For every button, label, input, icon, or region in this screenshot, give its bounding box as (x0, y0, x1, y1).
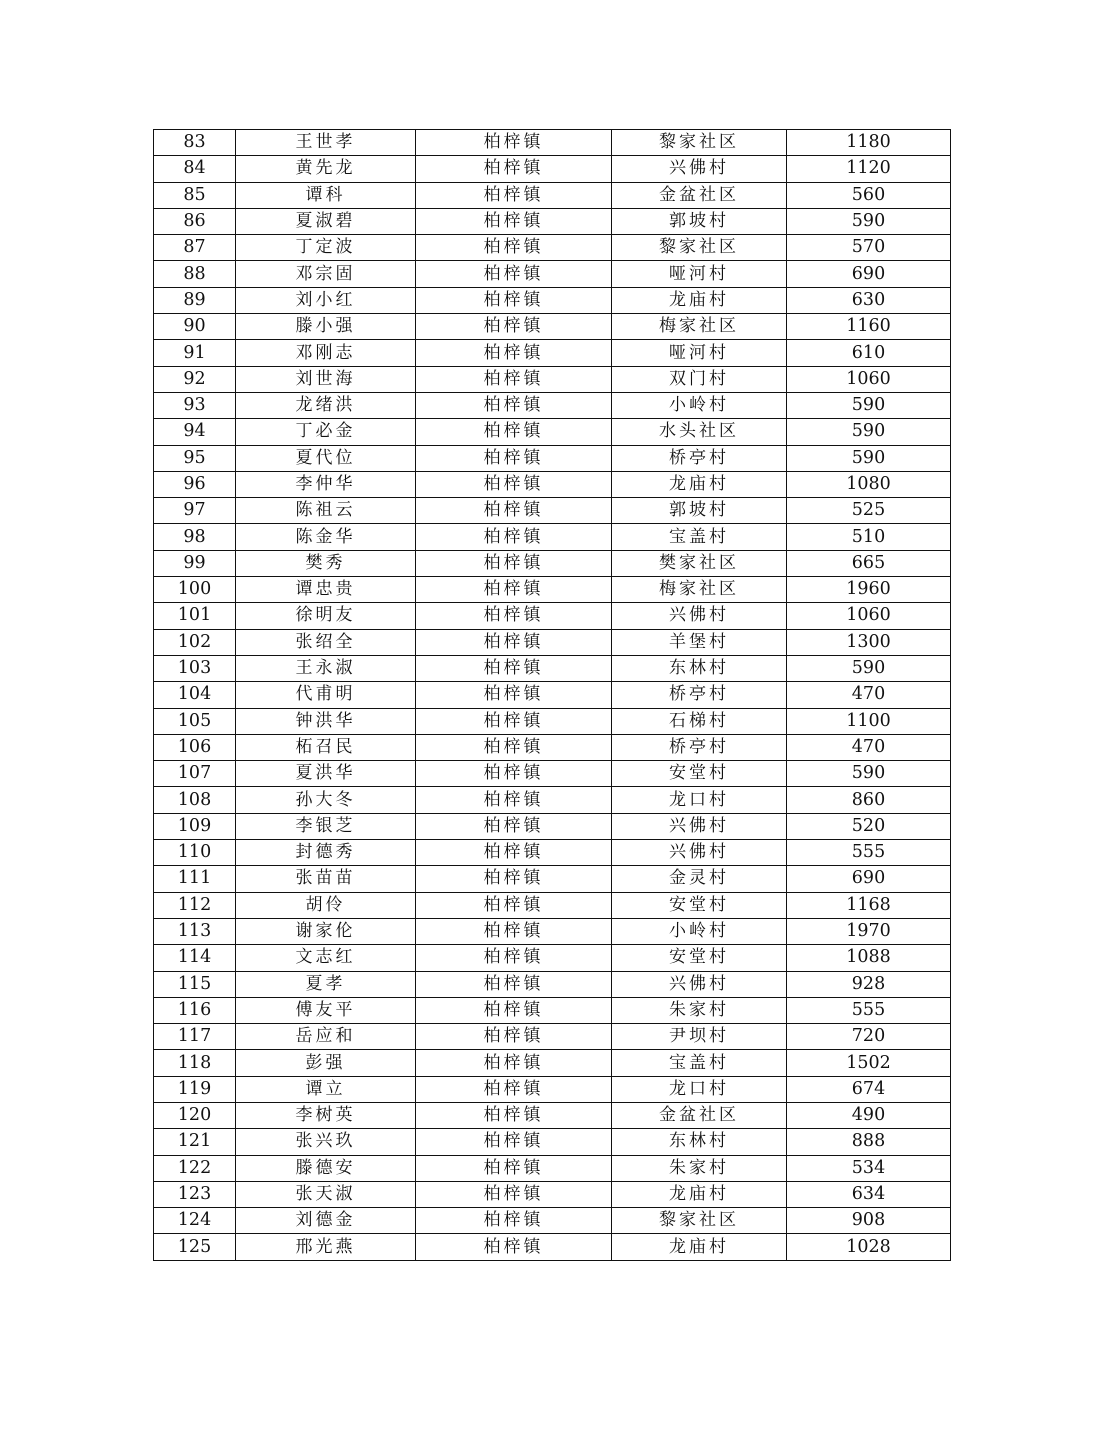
person-name: 滕德安 (236, 1155, 416, 1181)
row-number: 118 (154, 1050, 236, 1076)
village-name: 东林村 (612, 1129, 787, 1155)
village-name: 哑河村 (612, 261, 787, 287)
row-number: 89 (154, 287, 236, 313)
person-name: 谭科 (236, 182, 416, 208)
village-name: 宝盖村 (612, 1050, 787, 1076)
village-name: 龙庙村 (612, 471, 787, 497)
table-row (154, 892, 951, 918)
row-number: 101 (154, 603, 236, 629)
town-name: 柏梓镇 (416, 1129, 612, 1155)
amount-value: 928 (787, 971, 951, 997)
table-row (154, 682, 951, 708)
village-name: 双门村 (612, 366, 787, 392)
table-row (154, 997, 951, 1023)
person-name: 谢家伦 (236, 918, 416, 944)
table-row (154, 761, 951, 787)
amount-value: 1970 (787, 918, 951, 944)
amount-value: 1160 (787, 314, 951, 340)
person-name: 谭忠贵 (236, 577, 416, 603)
amount-value: 470 (787, 734, 951, 760)
town-name: 柏梓镇 (416, 945, 612, 971)
town-name: 柏梓镇 (416, 1076, 612, 1102)
row-number: 92 (154, 366, 236, 392)
town-name: 柏梓镇 (416, 840, 612, 866)
amount-value: 1300 (787, 629, 951, 655)
row-number: 90 (154, 314, 236, 340)
table-row (154, 734, 951, 760)
town-name: 柏梓镇 (416, 761, 612, 787)
village-name: 小岭村 (612, 918, 787, 944)
table-row (154, 1024, 951, 1050)
row-number: 110 (154, 840, 236, 866)
amount-value: 665 (787, 550, 951, 576)
village-name: 桥亭村 (612, 682, 787, 708)
person-name: 岳应和 (236, 1024, 416, 1050)
town-name: 柏梓镇 (416, 130, 612, 156)
row-number: 120 (154, 1102, 236, 1128)
town-name: 柏梓镇 (416, 314, 612, 340)
town-name: 柏梓镇 (416, 550, 612, 576)
village-name: 梅家社区 (612, 314, 787, 340)
person-name: 王世孝 (236, 130, 416, 156)
person-name: 夏洪华 (236, 761, 416, 787)
amount-value: 1100 (787, 708, 951, 734)
table-row (154, 550, 951, 576)
table-row (154, 130, 951, 156)
amount-value: 908 (787, 1208, 951, 1234)
table-row (154, 708, 951, 734)
village-name: 郭坡村 (612, 208, 787, 234)
town-name: 柏梓镇 (416, 261, 612, 287)
village-name: 朱家村 (612, 1155, 787, 1181)
person-name: 文志红 (236, 945, 416, 971)
person-name: 夏代位 (236, 445, 416, 471)
amount-value: 1168 (787, 892, 951, 918)
table-row (154, 603, 951, 629)
table-row (154, 156, 951, 182)
row-number: 103 (154, 655, 236, 681)
table-row (154, 498, 951, 524)
row-number: 112 (154, 892, 236, 918)
person-name: 李银芝 (236, 813, 416, 839)
village-name: 黎家社区 (612, 1208, 787, 1234)
amount-value: 534 (787, 1155, 951, 1181)
town-name: 柏梓镇 (416, 708, 612, 734)
person-name: 李树英 (236, 1102, 416, 1128)
row-number: 100 (154, 577, 236, 603)
town-name: 柏梓镇 (416, 682, 612, 708)
data-table (153, 129, 951, 1261)
amount-value: 590 (787, 655, 951, 681)
town-name: 柏梓镇 (416, 235, 612, 261)
village-name: 安堂村 (612, 945, 787, 971)
village-name: 龙庙村 (612, 1234, 787, 1260)
row-number: 107 (154, 761, 236, 787)
town-name: 柏梓镇 (416, 577, 612, 603)
row-number: 83 (154, 130, 236, 156)
table-row (154, 787, 951, 813)
table-row (154, 577, 951, 603)
table-row (154, 1155, 951, 1181)
person-name: 谭立 (236, 1076, 416, 1102)
town-name: 柏梓镇 (416, 208, 612, 234)
amount-value: 1080 (787, 471, 951, 497)
amount-value: 1060 (787, 366, 951, 392)
person-name: 夏孝 (236, 971, 416, 997)
amount-value: 1060 (787, 603, 951, 629)
table-row (154, 1076, 951, 1102)
town-name: 柏梓镇 (416, 892, 612, 918)
row-number: 114 (154, 945, 236, 971)
village-name: 羊堡村 (612, 629, 787, 655)
table-row (154, 1208, 951, 1234)
village-name: 兴佛村 (612, 156, 787, 182)
table-row (154, 524, 951, 550)
person-name: 夏淑碧 (236, 208, 416, 234)
amount-value: 560 (787, 182, 951, 208)
village-name: 兴佛村 (612, 603, 787, 629)
village-name: 龙口村 (612, 787, 787, 813)
amount-value: 1502 (787, 1050, 951, 1076)
table-row (154, 235, 951, 261)
amount-value: 470 (787, 682, 951, 708)
village-name: 哑河村 (612, 340, 787, 366)
village-name: 安堂村 (612, 761, 787, 787)
row-number: 95 (154, 445, 236, 471)
town-name: 柏梓镇 (416, 813, 612, 839)
town-name: 柏梓镇 (416, 1208, 612, 1234)
document-page (153, 129, 950, 1261)
person-name: 钟洪华 (236, 708, 416, 734)
village-name: 安堂村 (612, 892, 787, 918)
table-row (154, 918, 951, 944)
row-number: 124 (154, 1208, 236, 1234)
row-number: 96 (154, 471, 236, 497)
person-name: 丁定波 (236, 235, 416, 261)
table-row (154, 208, 951, 234)
amount-value: 634 (787, 1181, 951, 1207)
amount-value: 1088 (787, 945, 951, 971)
village-name: 黎家社区 (612, 130, 787, 156)
amount-value: 590 (787, 761, 951, 787)
person-name: 黄先龙 (236, 156, 416, 182)
table-row (154, 1234, 951, 1260)
town-name: 柏梓镇 (416, 340, 612, 366)
row-number: 88 (154, 261, 236, 287)
table-row (154, 866, 951, 892)
amount-value: 690 (787, 866, 951, 892)
town-name: 柏梓镇 (416, 1155, 612, 1181)
village-name: 宝盖村 (612, 524, 787, 550)
amount-value: 1960 (787, 577, 951, 603)
town-name: 柏梓镇 (416, 1024, 612, 1050)
row-number: 115 (154, 971, 236, 997)
person-name: 樊秀 (236, 550, 416, 576)
amount-value: 590 (787, 208, 951, 234)
town-name: 柏梓镇 (416, 787, 612, 813)
table-row (154, 1181, 951, 1207)
town-name: 柏梓镇 (416, 419, 612, 445)
person-name: 陈祖云 (236, 498, 416, 524)
row-number: 98 (154, 524, 236, 550)
row-number: 108 (154, 787, 236, 813)
village-name: 樊家社区 (612, 550, 787, 576)
village-name: 黎家社区 (612, 235, 787, 261)
person-name: 胡伶 (236, 892, 416, 918)
row-number: 84 (154, 156, 236, 182)
village-name: 兴佛村 (612, 840, 787, 866)
row-number: 85 (154, 182, 236, 208)
town-name: 柏梓镇 (416, 603, 612, 629)
town-name: 柏梓镇 (416, 524, 612, 550)
row-number: 121 (154, 1129, 236, 1155)
person-name: 张绍全 (236, 629, 416, 655)
row-number: 123 (154, 1181, 236, 1207)
row-number: 93 (154, 392, 236, 418)
row-number: 105 (154, 708, 236, 734)
amount-value: 860 (787, 787, 951, 813)
amount-value: 590 (787, 445, 951, 471)
village-name: 桥亭村 (612, 445, 787, 471)
village-name: 兴佛村 (612, 971, 787, 997)
table-row (154, 314, 951, 340)
table-row (154, 287, 951, 313)
village-name: 金盆社区 (612, 182, 787, 208)
town-name: 柏梓镇 (416, 182, 612, 208)
town-name: 柏梓镇 (416, 445, 612, 471)
amount-value: 690 (787, 261, 951, 287)
table-row (154, 392, 951, 418)
row-number: 109 (154, 813, 236, 839)
town-name: 柏梓镇 (416, 366, 612, 392)
town-name: 柏梓镇 (416, 1181, 612, 1207)
row-number: 99 (154, 550, 236, 576)
table-row (154, 1050, 951, 1076)
table-row (154, 629, 951, 655)
person-name: 邢光燕 (236, 1234, 416, 1260)
amount-value: 555 (787, 840, 951, 866)
table-row (154, 971, 951, 997)
row-number: 116 (154, 997, 236, 1023)
person-name: 张天淑 (236, 1181, 416, 1207)
person-name: 张兴玖 (236, 1129, 416, 1155)
table-row (154, 471, 951, 497)
village-name: 东林村 (612, 655, 787, 681)
person-name: 滕小强 (236, 314, 416, 340)
village-name: 龙口村 (612, 1076, 787, 1102)
town-name: 柏梓镇 (416, 287, 612, 313)
village-name: 龙庙村 (612, 1181, 787, 1207)
row-number: 122 (154, 1155, 236, 1181)
town-name: 柏梓镇 (416, 1102, 612, 1128)
village-name: 水头社区 (612, 419, 787, 445)
amount-value: 610 (787, 340, 951, 366)
amount-value: 1180 (787, 130, 951, 156)
amount-value: 590 (787, 419, 951, 445)
row-number: 117 (154, 1024, 236, 1050)
amount-value: 490 (787, 1102, 951, 1128)
town-name: 柏梓镇 (416, 971, 612, 997)
person-name: 李仲华 (236, 471, 416, 497)
row-number: 94 (154, 419, 236, 445)
town-name: 柏梓镇 (416, 392, 612, 418)
table-row (154, 445, 951, 471)
town-name: 柏梓镇 (416, 1050, 612, 1076)
person-name: 丁必金 (236, 419, 416, 445)
town-name: 柏梓镇 (416, 156, 612, 182)
amount-value: 590 (787, 392, 951, 418)
person-name: 刘德金 (236, 1208, 416, 1234)
table-row (154, 182, 951, 208)
person-name: 徐明友 (236, 603, 416, 629)
person-name: 孙大冬 (236, 787, 416, 813)
row-number: 87 (154, 235, 236, 261)
amount-value: 525 (787, 498, 951, 524)
table-row (154, 1129, 951, 1155)
table-row (154, 813, 951, 839)
village-name: 龙庙村 (612, 287, 787, 313)
row-number: 125 (154, 1234, 236, 1260)
row-number: 104 (154, 682, 236, 708)
town-name: 柏梓镇 (416, 629, 612, 655)
amount-value: 630 (787, 287, 951, 313)
village-name: 桥亭村 (612, 734, 787, 760)
town-name: 柏梓镇 (416, 471, 612, 497)
person-name: 代甫明 (236, 682, 416, 708)
person-name: 封德秀 (236, 840, 416, 866)
amount-value: 888 (787, 1129, 951, 1155)
amount-value: 570 (787, 235, 951, 261)
town-name: 柏梓镇 (416, 734, 612, 760)
person-name: 刘小红 (236, 287, 416, 313)
table-row (154, 261, 951, 287)
person-name: 龙绪洪 (236, 392, 416, 418)
person-name: 彭强 (236, 1050, 416, 1076)
row-number: 91 (154, 340, 236, 366)
person-name: 柘召民 (236, 734, 416, 760)
person-name: 邓宗固 (236, 261, 416, 287)
person-name: 张苗苗 (236, 866, 416, 892)
town-name: 柏梓镇 (416, 866, 612, 892)
village-name: 金盆社区 (612, 1102, 787, 1128)
amount-value: 520 (787, 813, 951, 839)
table-row (154, 655, 951, 681)
person-name: 陈金华 (236, 524, 416, 550)
village-name: 郭坡村 (612, 498, 787, 524)
table-row (154, 1102, 951, 1128)
row-number: 102 (154, 629, 236, 655)
table-row (154, 340, 951, 366)
village-name: 朱家村 (612, 997, 787, 1023)
person-name: 邓刚志 (236, 340, 416, 366)
amount-value: 674 (787, 1076, 951, 1102)
town-name: 柏梓镇 (416, 498, 612, 524)
table-row (154, 945, 951, 971)
person-name: 傅友平 (236, 997, 416, 1023)
amount-value: 510 (787, 524, 951, 550)
village-name: 石梯村 (612, 708, 787, 734)
table-body (154, 130, 951, 1261)
row-number: 86 (154, 208, 236, 234)
town-name: 柏梓镇 (416, 918, 612, 944)
amount-value: 1120 (787, 156, 951, 182)
row-number: 111 (154, 866, 236, 892)
town-name: 柏梓镇 (416, 1234, 612, 1260)
table-row (154, 419, 951, 445)
table-row (154, 840, 951, 866)
amount-value: 1028 (787, 1234, 951, 1260)
table-row (154, 366, 951, 392)
village-name: 尹坝村 (612, 1024, 787, 1050)
person-name: 刘世海 (236, 366, 416, 392)
amount-value: 555 (787, 997, 951, 1023)
row-number: 106 (154, 734, 236, 760)
person-name: 王永淑 (236, 655, 416, 681)
row-number: 113 (154, 918, 236, 944)
row-number: 119 (154, 1076, 236, 1102)
town-name: 柏梓镇 (416, 997, 612, 1023)
village-name: 小岭村 (612, 392, 787, 418)
amount-value: 720 (787, 1024, 951, 1050)
row-number: 97 (154, 498, 236, 524)
town-name: 柏梓镇 (416, 655, 612, 681)
village-name: 金灵村 (612, 866, 787, 892)
village-name: 兴佛村 (612, 813, 787, 839)
village-name: 梅家社区 (612, 577, 787, 603)
